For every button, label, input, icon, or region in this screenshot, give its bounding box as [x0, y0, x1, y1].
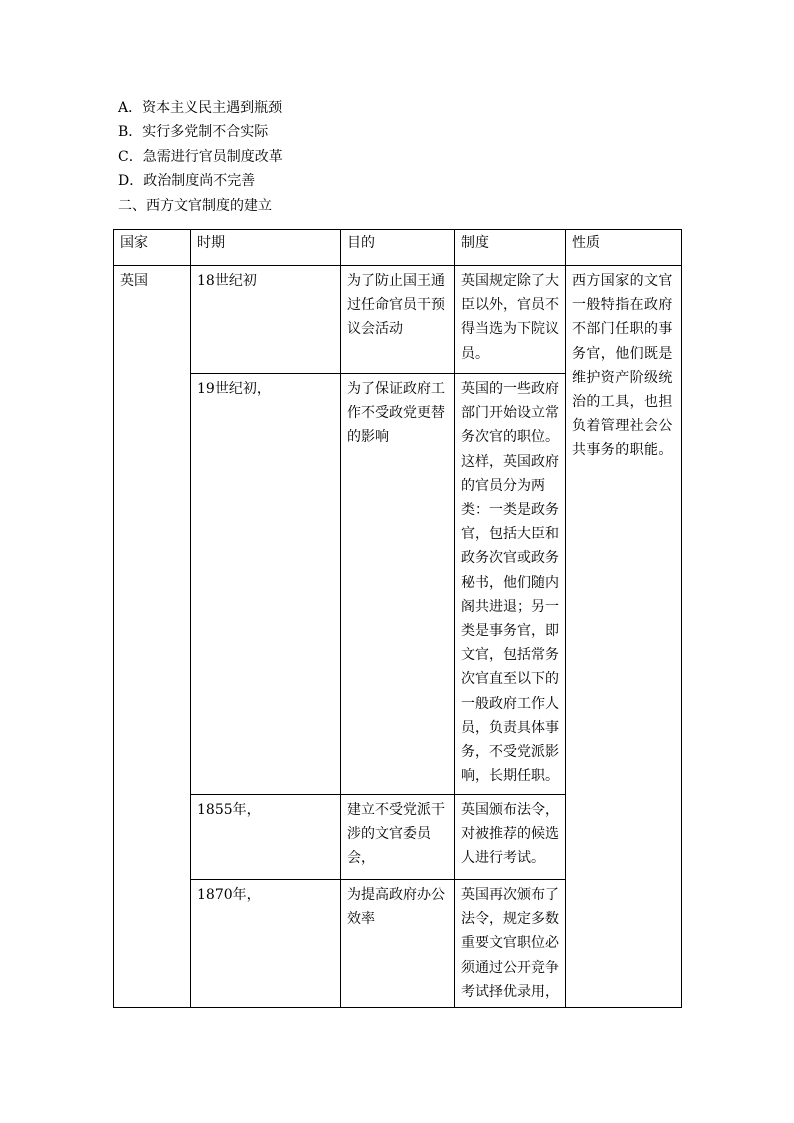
answer-options — [118, 96, 283, 218]
table-row — [114, 266, 682, 374]
cell-period: 19世纪初， — [191, 374, 341, 795]
cell-system: 英国的一些政府部门开始设立常务次官的职位。这样，英国政府的官员分为两类：一类是政务官，包括大臣和政务次官或政务秘书，他们随内阁共进退；另一类是事务官，即文官，包括常务次官直至以下的一般政府工作人员，负责具体事务，不受党派影响，长期任职。 — [455, 374, 566, 795]
cell-purpose: 建立不受党派干涉的文官委员会， — [341, 795, 455, 880]
table-header-row — [114, 230, 682, 266]
civil-service-table — [113, 229, 682, 1008]
section-heading: 二、西方文官制度的建立 — [118, 197, 272, 214]
header-purpose: 目的 — [341, 230, 455, 266]
header-country: 国家 — [114, 230, 191, 266]
cell-purpose: 为了保证政府工作不受政党更替的影响 — [341, 374, 455, 795]
cell-nature: 西方国家的文官一般特指在政府不部门任职的事务官，他们既是维护资产阶级统治的工具，也担负着管理社会公共事务的职能。 — [566, 266, 682, 1008]
cell-system: 英国规定除了大臣以外，官员不得当选为下院议员。 — [455, 266, 566, 374]
cell-period: 1855年， — [191, 795, 341, 880]
cell-country: 英国 — [114, 266, 191, 1008]
header-nature: 性质 — [566, 230, 682, 266]
header-system: 制度 — [455, 230, 566, 266]
cell-purpose: 为提高政府办公效率 — [341, 880, 455, 1008]
cell-system: 英国再次颁布了法令，规定多数重要文官职位必须通过公开竞争考试择优录用， — [455, 880, 566, 1008]
option-a: A．资本主义民主遇到瓶颈 — [118, 100, 283, 116]
option-d: D．政治制度尚不完善 — [118, 173, 256, 190]
option-c: C．急需进行官员制度改革 — [118, 148, 283, 165]
cell-purpose: 为了防止国王通过任命官员干预议会活动 — [341, 266, 455, 374]
cell-period: 1870年， — [191, 880, 341, 1008]
cell-period: 18世纪初 — [191, 266, 341, 374]
header-period: 时期 — [191, 230, 341, 266]
cell-system: 英国颁布法令，对被推荐的候选人进行考试。 — [455, 795, 566, 880]
option-b: B．实行多党制不合实际 — [118, 124, 269, 141]
